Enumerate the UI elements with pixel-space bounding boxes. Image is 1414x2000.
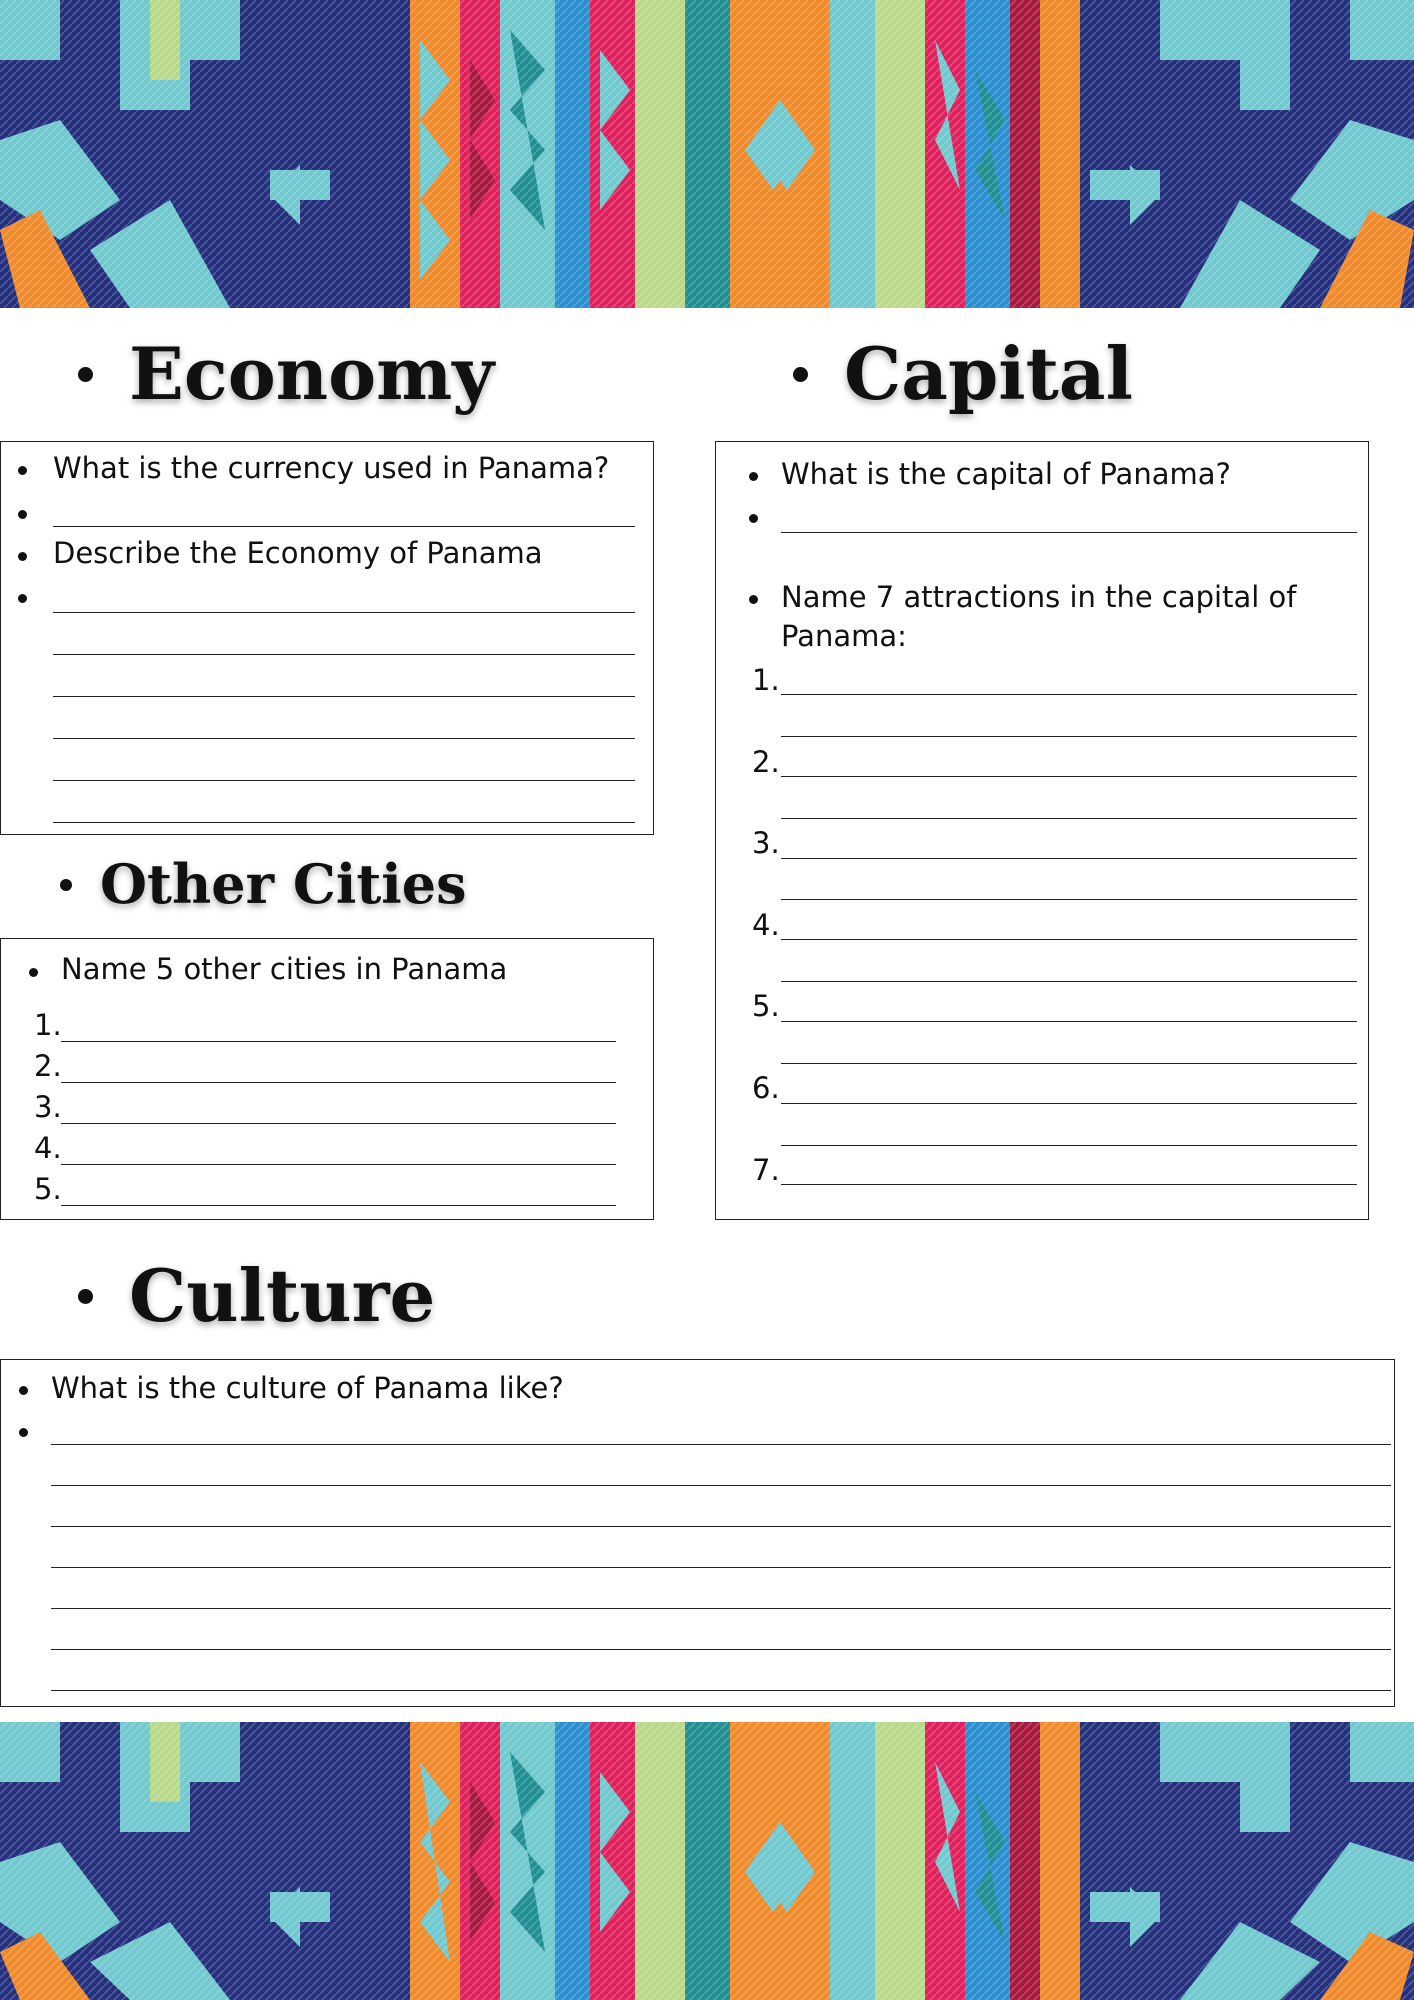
textile-banner-bottom bbox=[0, 1722, 1414, 2000]
attraction-number: 4. bbox=[752, 908, 780, 942]
heading-bullet bbox=[793, 367, 808, 382]
capital-box bbox=[715, 441, 1369, 1220]
answer-line[interactable] bbox=[781, 981, 1357, 982]
answer-line[interactable] bbox=[781, 694, 1357, 695]
answer-line[interactable] bbox=[51, 1444, 1391, 1445]
city-number: 1. bbox=[34, 1008, 62, 1042]
answer-line[interactable] bbox=[51, 1608, 1391, 1609]
answer-line[interactable] bbox=[53, 696, 635, 697]
textile-pattern-bottom bbox=[0, 1722, 1414, 2000]
answer-line[interactable] bbox=[781, 1021, 1357, 1022]
other-cities-heading: Other Cities bbox=[60, 857, 467, 911]
city-number: 4. bbox=[34, 1131, 62, 1165]
answer-line[interactable] bbox=[781, 532, 1357, 533]
list-bullet bbox=[19, 1428, 28, 1437]
answer-line[interactable] bbox=[53, 780, 635, 781]
attraction-number: 7. bbox=[752, 1153, 780, 1187]
attraction-number: 1. bbox=[752, 663, 780, 697]
answer-line[interactable] bbox=[781, 1145, 1357, 1146]
city-number: 3. bbox=[34, 1090, 62, 1124]
answer-line[interactable] bbox=[51, 1485, 1391, 1486]
answer-line[interactable] bbox=[51, 1526, 1391, 1527]
heading-bullet bbox=[78, 1289, 93, 1304]
economy-question-currency: What is the currency used in Panama? bbox=[53, 451, 610, 485]
culture-box bbox=[0, 1359, 1395, 1707]
list-bullet bbox=[18, 594, 27, 603]
answer-line[interactable] bbox=[781, 858, 1357, 859]
list-bullet bbox=[18, 552, 27, 561]
textile-banner-top bbox=[0, 0, 1414, 308]
list-bullet bbox=[29, 968, 38, 977]
answer-line[interactable] bbox=[53, 654, 635, 655]
list-bullet bbox=[18, 466, 27, 475]
attractions-question-line1: Name 7 attractions in the capital of bbox=[781, 580, 1297, 614]
answer-line[interactable] bbox=[61, 1082, 616, 1083]
other-cities-box bbox=[0, 938, 654, 1220]
capital-question: What is the capital of Panama? bbox=[781, 457, 1231, 491]
answer-line[interactable] bbox=[53, 738, 635, 739]
other-cities-question: Name 5 other cities in Panama bbox=[61, 952, 508, 986]
attraction-number: 2. bbox=[752, 745, 780, 779]
attraction-number: 6. bbox=[752, 1071, 780, 1105]
culture-question: What is the culture of Panama like? bbox=[51, 1371, 564, 1405]
economy-question-describe: Describe the Economy of Panama bbox=[53, 536, 543, 570]
answer-line[interactable] bbox=[53, 526, 635, 527]
economy-box bbox=[0, 441, 654, 835]
culture-heading: Culture bbox=[78, 1260, 435, 1332]
answer-line[interactable] bbox=[781, 939, 1357, 940]
answer-line[interactable] bbox=[781, 899, 1357, 900]
answer-line[interactable] bbox=[61, 1205, 616, 1206]
answer-line[interactable] bbox=[53, 612, 635, 613]
answer-line[interactable] bbox=[61, 1123, 616, 1124]
answer-line[interactable] bbox=[53, 822, 635, 823]
economy-heading: Economy bbox=[78, 338, 494, 410]
list-bullet bbox=[19, 1386, 28, 1395]
city-number: 2. bbox=[34, 1049, 62, 1083]
capital-heading: Capital bbox=[793, 338, 1133, 410]
list-bullet bbox=[749, 472, 758, 481]
answer-line[interactable] bbox=[51, 1567, 1391, 1568]
answer-line[interactable] bbox=[781, 776, 1357, 777]
attractions-question-line2: Panama: bbox=[781, 619, 907, 653]
answer-line[interactable] bbox=[781, 818, 1357, 819]
answer-line[interactable] bbox=[781, 1063, 1357, 1064]
textile-pattern-top bbox=[0, 0, 1414, 308]
answer-line[interactable] bbox=[781, 1184, 1357, 1185]
list-bullet bbox=[749, 514, 758, 523]
heading-bullet bbox=[60, 879, 72, 891]
list-bullet bbox=[749, 595, 758, 604]
attraction-number: 3. bbox=[752, 826, 780, 860]
answer-line[interactable] bbox=[51, 1649, 1391, 1650]
attraction-number: 5. bbox=[752, 989, 780, 1023]
list-bullet bbox=[18, 510, 27, 519]
answer-line[interactable] bbox=[61, 1041, 616, 1042]
heading-bullet bbox=[78, 367, 93, 382]
answer-line[interactable] bbox=[781, 736, 1357, 737]
city-number: 5. bbox=[34, 1172, 62, 1206]
answer-line[interactable] bbox=[61, 1164, 616, 1165]
answer-line[interactable] bbox=[781, 1103, 1357, 1104]
answer-line[interactable] bbox=[51, 1690, 1391, 1691]
